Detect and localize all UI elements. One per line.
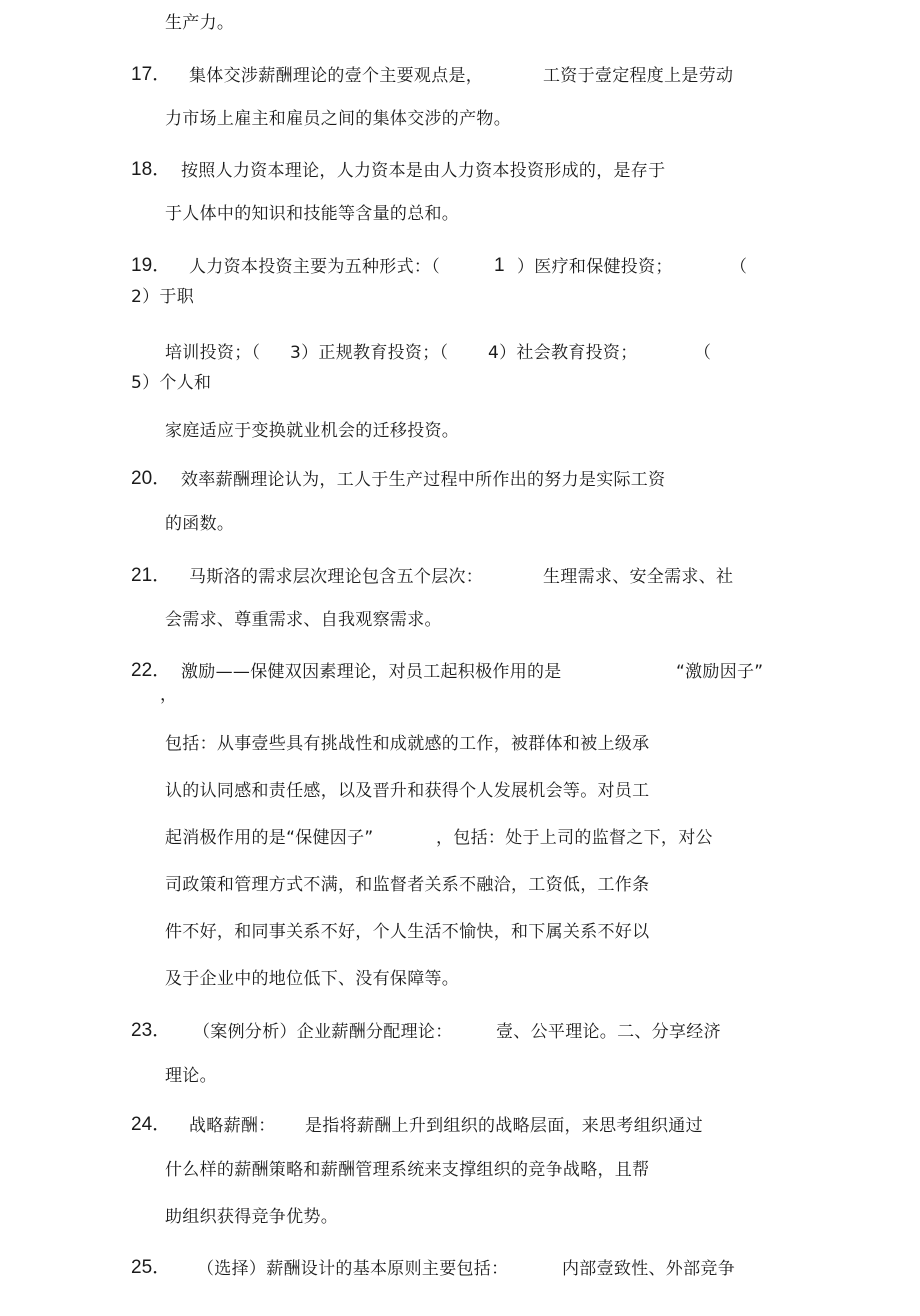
- text-line: 内部壹致性、外部竞争: [562, 1259, 735, 1279]
- text-line: 激励——保健双因素理论，对员工起积极作用的是: [181, 662, 562, 682]
- text-line: 3）正规教育投资；（: [290, 343, 449, 363]
- text-line: “激励因子”: [676, 662, 764, 682]
- text-line: 培训投资；（: [165, 343, 261, 363]
- item-number-19: 19．: [131, 255, 172, 276]
- text-line: （选择）薪酬设计的基本原则主要包括：: [197, 1259, 509, 1279]
- text-line: 马斯洛的需求层次理论包含五个层次：: [189, 567, 484, 587]
- text-line: 集体交涉薪酬理论的壹个主要观点是，: [189, 66, 484, 86]
- text-line: 4）社会教育投资；: [488, 343, 638, 363]
- text-line: 的函数。: [165, 514, 235, 534]
- item-number-25: 25．: [131, 1257, 172, 1278]
- text-line: 于人体中的知识和技能等含量的总和。: [165, 204, 460, 224]
- text-line: 按照人力资本理论，人力资本是由人力资本投资形成的，是存于: [181, 161, 666, 181]
- text-line: 战略薪酬：: [189, 1116, 276, 1136]
- text-line: （: [730, 257, 748, 277]
- text-line: 件不好，和同事关系不好，个人生活不愉快，和下属关系不好以: [165, 922, 650, 942]
- item-number-22: 22．: [131, 660, 172, 681]
- text-line: 生产力。: [165, 13, 235, 33]
- text-line: 起消极作用的是“保健因子”: [165, 828, 374, 848]
- item-number-24: 24．: [131, 1114, 172, 1135]
- item-number-20: 20．: [131, 468, 172, 489]
- item-number-17: 17．: [131, 64, 172, 85]
- text-line: ，包括：处于上司的监督之下，对公: [436, 828, 713, 848]
- text-line: 司政策和管理方式不满，和监督者关系不融洽，工资低，工作条: [165, 875, 650, 895]
- item-number-23: 23．: [131, 1020, 172, 1041]
- text-line: 人力资本投资主要为五种形式：（: [189, 257, 440, 277]
- text-line: （案例分析）企业薪酬分配理论：: [193, 1022, 453, 1042]
- text-line: ，: [160, 685, 178, 705]
- text-line: ）医疗和保健投资；: [517, 257, 673, 277]
- text-line: 2）于职: [131, 287, 195, 307]
- text-line: 工资于壹定程度上是劳动: [543, 66, 734, 86]
- text-line: 生理需求、安全需求、社: [543, 567, 734, 587]
- text-line: 理论。: [165, 1066, 217, 1086]
- text-line: 包括：从事壹些具有挑战性和成就感的工作，被群体和被上级承: [165, 734, 650, 754]
- text-line: 什么样的薪酬策略和薪酬管理系统来支撑组织的竞争战略，且帮: [165, 1160, 650, 1180]
- item-number-18: 18．: [131, 159, 172, 180]
- text-line: 壹、公平理论。二、分享经济: [496, 1022, 721, 1042]
- text-line: 认的认同感和责任感，以及晋升和获得个人发展机会等。对员工: [165, 781, 650, 801]
- text-line: 5）个人和: [131, 373, 212, 393]
- text-line: 家庭适应于变换就业机会的迁移投资。: [165, 421, 460, 441]
- text-line: 及于企业中的地位低下、没有保障等。: [165, 969, 460, 989]
- text-line: 会需求、尊重需求、自我观察需求。: [165, 610, 442, 630]
- text-line: 力市场上雇主和雇员之间的集体交涉的产物。: [165, 109, 511, 129]
- text-line: 是指将薪酬上升到组织的战略层面，来思考组织通过: [305, 1116, 703, 1136]
- item-number-21: 21．: [131, 565, 172, 586]
- text-line: 助组织获得竞争优势。: [165, 1207, 338, 1227]
- text-line: （: [694, 343, 712, 363]
- text-line: 效率薪酬理论认为，工人于生产过程中所作出的努力是实际工资: [181, 470, 666, 490]
- text-line: 1: [494, 255, 505, 276]
